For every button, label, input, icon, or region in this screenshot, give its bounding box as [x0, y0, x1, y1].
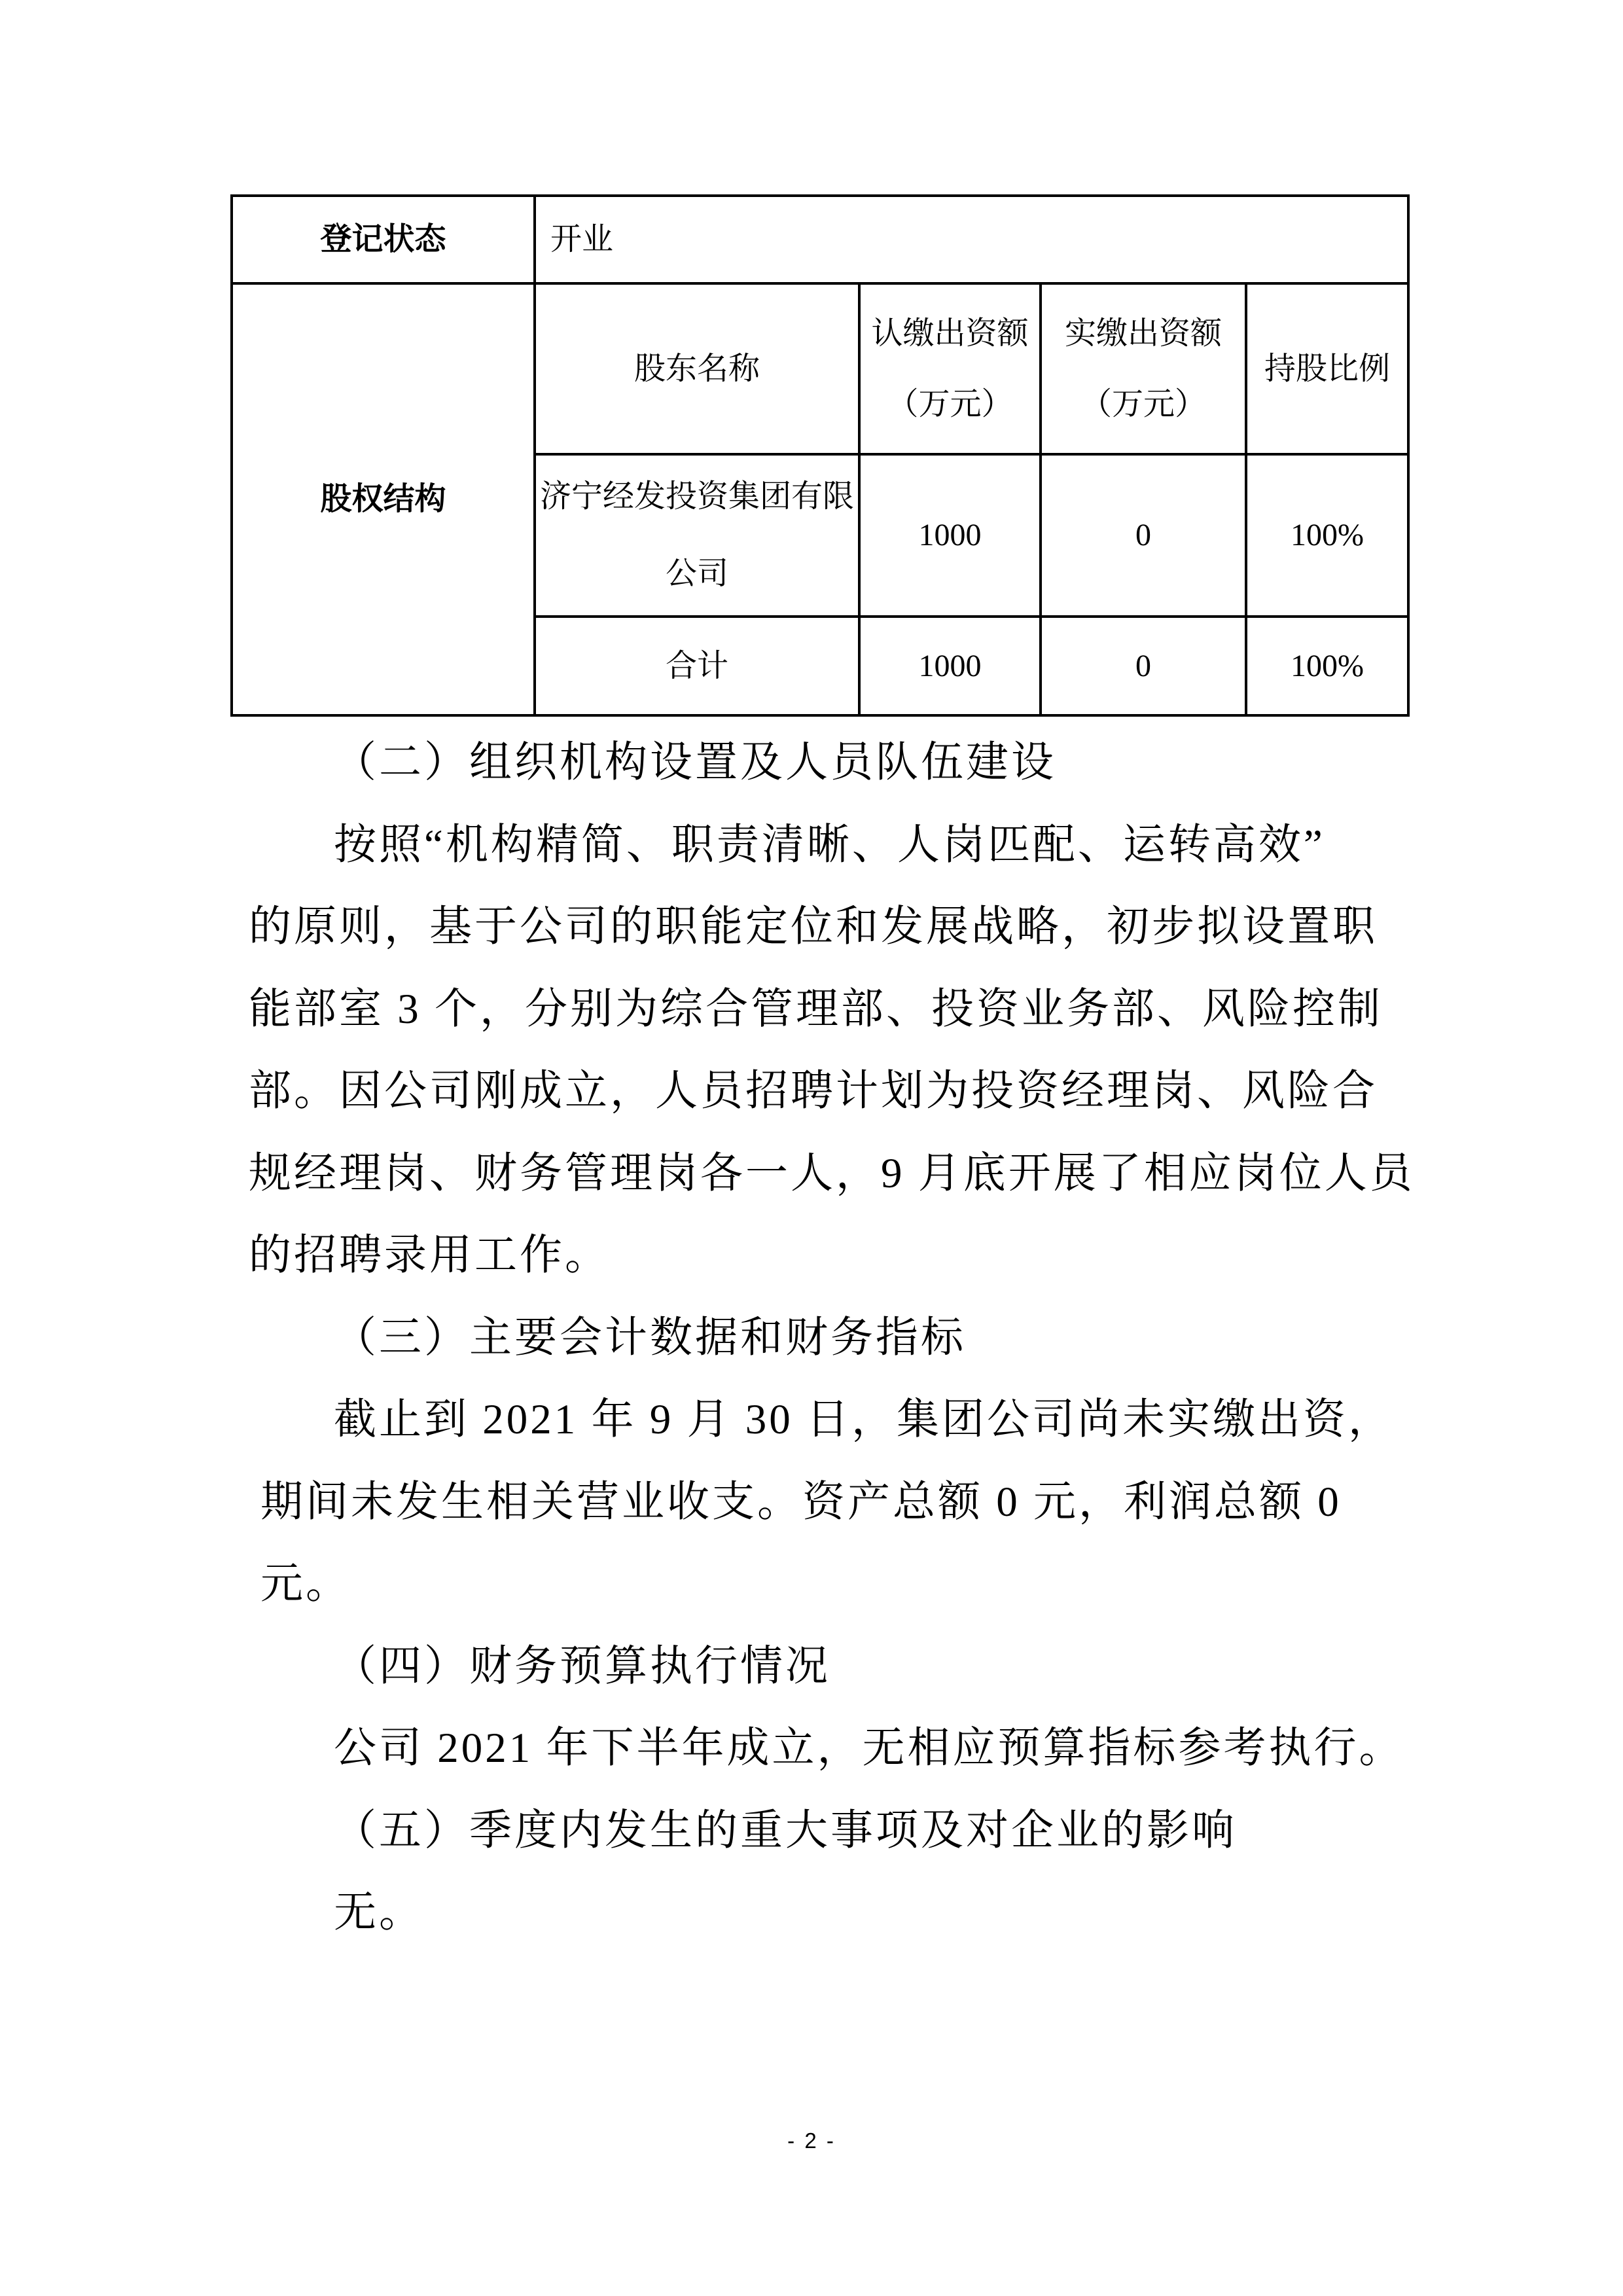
page-content [230, 194, 1415, 1954]
col-header-paid-label: 实缴出资额 [1064, 315, 1222, 351]
registration-status-label: 登记状态 [232, 196, 535, 283]
table-row-registration [232, 196, 1408, 283]
company-info-table [230, 194, 1410, 717]
total-subscribed-value: 1000 [859, 617, 1041, 715]
body-line: 的原则，基于公司的职能定位和发展战略，初步拟设置职 [249, 903, 1378, 950]
body-line: 无。 [334, 1889, 425, 1936]
body-line: 规经理岗、财务管理岗各一人，9 月底开展了相应岗位人员 [249, 1149, 1415, 1197]
shareholder-ratio-value: 100% [1246, 454, 1408, 617]
col-header-subscribed-unit: （万元） [887, 386, 1013, 422]
body-line: 能部室 3 个，分别为综合管理部、投资业务部、风险控制 [249, 985, 1383, 1033]
col-header-shareholding-ratio: 持股比例 [1246, 283, 1408, 454]
body-line: 截止到 2021 年 9 月 30 日，集团公司尚未实缴出资， [334, 1396, 1394, 1443]
table-row-equity-header [232, 283, 1408, 454]
total-label: 合计 [535, 617, 859, 715]
col-header-subscribed-label: 认缴出资额 [871, 315, 1029, 351]
col-header-paid-capital [1041, 283, 1246, 454]
body-line: 元。 [260, 1560, 351, 1607]
shareholder-name: 济宁经发投资集团有限公司 [539, 479, 854, 591]
section-heading-5: （五）季度内发生的重大事项及对企业的影响 [334, 1806, 1238, 1854]
registration-status-value: 开业 [535, 196, 1408, 283]
col-header-paid-unit: （万元） [1080, 386, 1206, 422]
body-line: 的招聘录用工作。 [249, 1232, 611, 1279]
shareholder-subscribed-value: 1000 [859, 454, 1041, 617]
section-heading-2: （二）组织机构设置及人员队伍建设 [334, 739, 1057, 786]
page-number: - 2 - [787, 2128, 836, 2153]
section-heading-4: （四）财务预算执行情况 [334, 1642, 831, 1690]
body-text [249, 722, 1414, 1954]
total-ratio-value: 100% [1246, 617, 1408, 715]
col-header-subscribed-capital [859, 283, 1041, 454]
body-line: 按照“机构精简、职责清晰、人岗匹配、运转高效” [334, 821, 1325, 869]
section-heading-3: （三）主要会计数据和财务指标 [334, 1314, 967, 1361]
body-line: 公司 2021 年下半年成立，无相应预算指标参考执行。 [334, 1725, 1404, 1772]
shareholder-name-cell [535, 454, 859, 617]
body-line: 期间未发生相关营业收支。资产总额 0 元，利润总额 0 [260, 1478, 1342, 1526]
body-line: 部。因公司刚成立，人员招聘计划为投资经理岗、风险合 [249, 1067, 1378, 1115]
equity-structure-label: 股权结构 [232, 283, 535, 715]
shareholder-paid-value: 0 [1041, 454, 1246, 617]
total-paid-value: 0 [1041, 617, 1246, 715]
col-header-shareholder-name: 股东名称 [535, 283, 859, 454]
